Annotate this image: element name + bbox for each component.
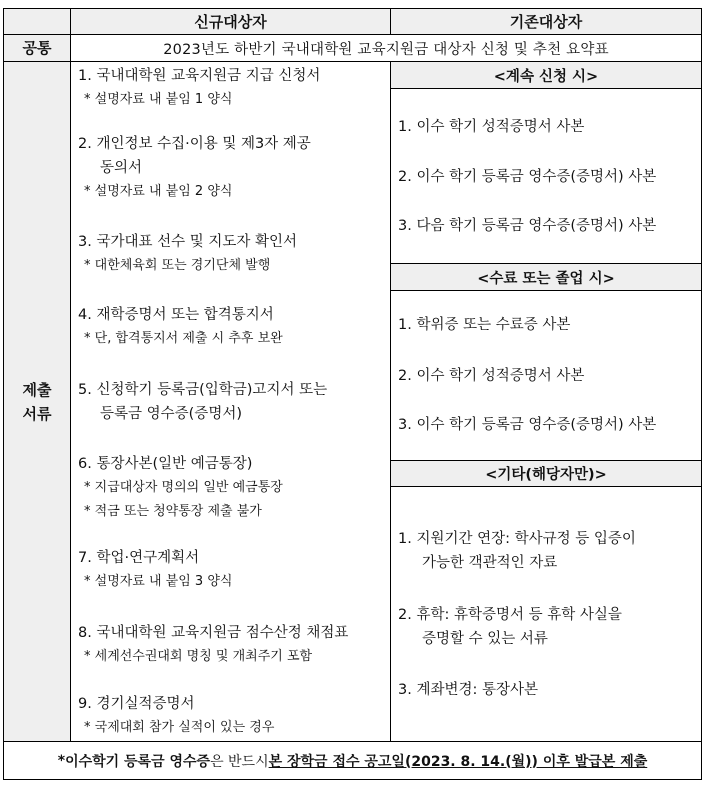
header-empty-cell [3,8,71,35]
new-item-title: 4. 재학증명서 또는 합격통지서 [78,307,274,323]
new-item-9 [78,692,390,740]
new-item-title: 2. 개인정보 수집·이용 및 제3자 제공 [78,136,311,152]
footer-underlined-text: 본 장학금 접수 공고일(2023. 8. 14.(월)) 이후 발급본 제출 [268,753,648,770]
new-item-3 [78,230,390,278]
other-item-3 [398,678,698,702]
completion-item-text: 1. 학위증 또는 수료증 사본 [398,317,571,333]
new-item-note: * 설명자료 내 붙임 2 양식 [84,184,233,199]
new-item-6 [78,452,390,524]
other-item-2 [398,603,698,651]
continuing-item-3 [398,214,698,238]
section-header-text: <기타(해당자만)> [485,467,607,483]
section-header-completion [390,263,702,291]
completion-item-1 [398,313,698,337]
new-item-note: * 세계선수권대회 명칭 및 개최주기 포함 [84,649,313,664]
new-item-note: * 지급대상자 명의의 일반 예금통장 [84,480,283,495]
docs-label-line1: 제출 [22,380,52,399]
common-text: 2023년도 하반기 국내대학원 교육지원금 대상자 신청 및 추천 요약표 [163,41,609,58]
other-item-text-cont: 가능한 객관적인 자료 [422,555,558,571]
other-item-1 [398,527,698,575]
docs-label-cell [3,61,71,742]
new-item-4 [78,303,390,351]
completion-item-2 [398,364,698,388]
footer-star: * [57,752,66,769]
new-item-2 [78,132,390,204]
section-header-continuing [390,61,702,89]
new-item-title: 9. 경기실적증명서 [78,696,195,712]
new-item-5 [78,378,390,426]
new-item-title: 1. 국내대학원 교육지원금 지급 신청서 [78,68,321,84]
continuing-item-text: 1. 이수 학기 성적증명서 사본 [398,119,585,135]
header-new-applicants [70,8,391,35]
new-item-title: 5. 신청학기 등록금(입학금)고지서 또는 [78,382,328,398]
continuing-item-2 [398,165,698,189]
other-item-text: 3. 계좌변경: 통장사본 [398,682,538,698]
new-item-title: 8. 국내대학원 교육지원금 점수산정 채점표 [78,625,349,641]
new-item-note: * 적금 또는 청약통장 제출 불가 [84,504,262,519]
new-item-note: * 설명자료 내 붙임 3 양식 [84,574,233,589]
new-item-note: * 국제대회 참가 실적이 있는 경우 [84,720,275,735]
new-item-1 [78,64,390,112]
new-item-8 [78,621,390,669]
continuing-item-text: 2. 이수 학기 등록금 영수증(증명서) 사본 [398,169,657,185]
other-item-text-cont: 증명할 수 있는 서류 [422,631,548,647]
header-existing-label: 기존대상자 [509,13,583,31]
other-item-text: 1. 지원기간 연장: 학사규정 등 입증이 [398,531,636,547]
footer-mid-text: 은 반드시 [210,753,269,770]
completion-item-3 [398,413,698,437]
completion-item-text: 3. 이수 학기 등록금 영수증(증명서) 사본 [398,417,657,433]
footer-note [3,741,702,780]
new-item-title-cont: 등록금 영수증(증명서) [100,406,242,422]
common-label-cell [3,34,71,62]
new-item-note: * 단, 합격통지서 제출 시 추후 보완 [84,331,283,346]
new-item-title: 3. 국가대표 선수 및 지도자 확인서 [78,234,297,250]
new-item-7 [78,546,390,594]
common-label: 공통 [22,39,52,57]
section-header-other [390,460,702,487]
header-new-label: 신규대상자 [194,13,267,31]
continuing-item-1 [398,115,698,139]
header-existing-applicants [390,8,702,35]
completion-item-text: 2. 이수 학기 성적증명서 사본 [398,368,585,384]
continuing-item-text: 3. 다음 학기 등록금 영수증(증명서) 사본 [398,218,657,234]
section-header-text: <수료 또는 졸업 시> [477,270,615,287]
footer-bold-text: 이수학기 등록금 영수증 [65,753,211,770]
new-item-title: 6. 통장사본(일반 예금통장) [78,456,253,472]
docs-label-line2: 서류 [22,404,52,423]
common-content-cell [70,34,702,62]
other-item-text: 2. 휴학: 휴학증명서 등 휴학 사실을 [398,607,622,623]
new-item-title-cont: 동의서 [100,160,143,176]
section-header-text: <계속 신청 시> [493,68,599,85]
new-item-note: * 설명자료 내 붙임 1 양식 [84,92,233,107]
new-item-note: * 대한체육회 또는 경기단체 발행 [84,258,271,273]
new-item-title: 7. 학업·연구계획서 [78,550,200,566]
